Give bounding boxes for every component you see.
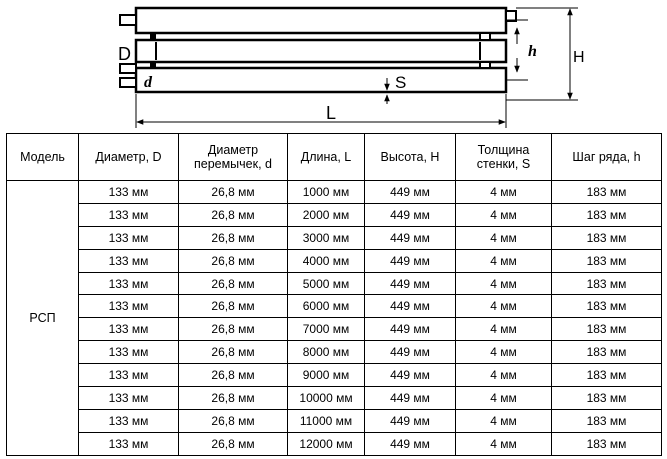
cell-jumper-diameter: 26,8 мм <box>179 364 288 387</box>
jumper-left-upper <box>150 33 156 40</box>
cell-jumper-diameter: 26,8 мм <box>179 272 288 295</box>
cell-diameter: 133 мм <box>79 409 179 432</box>
top-pipe <box>136 8 506 33</box>
nozzle-bottom-left <box>120 78 136 87</box>
cell-jumper-diameter: 26,8 мм <box>179 181 288 204</box>
cell-wall-thickness: 4 мм <box>456 249 552 272</box>
header-height: Высота, H <box>365 134 456 181</box>
cell-wall-thickness: 4 мм <box>456 318 552 341</box>
cell-length: 12000 мм <box>288 432 365 455</box>
jumper-right-lower <box>480 62 490 68</box>
cell-jumper-diameter: 26,8 мм <box>179 432 288 455</box>
cell-wall-thickness: 4 мм <box>456 272 552 295</box>
cell-diameter: 133 мм <box>79 387 179 410</box>
cell-wall-thickness: 4 мм <box>456 203 552 226</box>
cell-diameter: 133 мм <box>79 318 179 341</box>
middle-pipe <box>136 40 506 62</box>
nozzle-top-left <box>120 15 136 25</box>
label-D: D <box>118 44 131 64</box>
cell-row-pitch: 183 мм <box>552 318 662 341</box>
cell-jumper-diameter: 26,8 мм <box>179 249 288 272</box>
cell-length: 4000 мм <box>288 249 365 272</box>
bottom-pipe <box>136 68 506 92</box>
cell-height: 449 мм <box>365 203 456 226</box>
cell-jumper-diameter: 26,8 мм <box>179 318 288 341</box>
header-model: Модель <box>7 134 79 181</box>
header-length: Длина, L <box>288 134 365 181</box>
cell-height: 449 мм <box>365 295 456 318</box>
table-row <box>7 181 662 204</box>
cell-row-pitch: 183 мм <box>552 341 662 364</box>
cell-height: 449 мм <box>365 387 456 410</box>
table-row <box>7 341 662 364</box>
jumper-right-upper <box>480 33 490 40</box>
cell-height: 449 мм <box>365 318 456 341</box>
cell-row-pitch: 183 мм <box>552 432 662 455</box>
cell-wall-thickness: 4 мм <box>456 387 552 410</box>
cell-row-pitch: 183 мм <box>552 226 662 249</box>
cell-wall-thickness: 4 мм <box>456 181 552 204</box>
cell-jumper-diameter: 26,8 мм <box>179 387 288 410</box>
cell-length: 8000 мм <box>288 341 365 364</box>
cell-diameter: 133 мм <box>79 181 179 204</box>
table-row <box>7 249 662 272</box>
cell-length: 9000 мм <box>288 364 365 387</box>
cell-length: 1000 мм <box>288 181 365 204</box>
cell-row-pitch: 183 мм <box>552 295 662 318</box>
table-row <box>7 203 662 226</box>
cell-height: 449 мм <box>365 409 456 432</box>
cell-length: 3000 мм <box>288 226 365 249</box>
cell-length: 7000 мм <box>288 318 365 341</box>
table-row <box>7 432 662 455</box>
cell-diameter: 133 мм <box>79 203 179 226</box>
cell-wall-thickness: 4 мм <box>456 226 552 249</box>
specs-table <box>6 133 662 456</box>
cell-height: 449 мм <box>365 341 456 364</box>
cell-jumper-diameter: 26,8 мм <box>179 203 288 226</box>
table-row <box>7 318 662 341</box>
cell-diameter: 133 мм <box>79 341 179 364</box>
cell-diameter: 133 мм <box>79 272 179 295</box>
radiator-diagram <box>0 0 667 130</box>
cell-row-pitch: 183 мм <box>552 203 662 226</box>
table-row <box>7 295 662 318</box>
nozzle-mid-left <box>120 64 136 73</box>
table-row <box>7 226 662 249</box>
cell-wall-thickness: 4 мм <box>456 295 552 318</box>
cell-height: 449 мм <box>365 249 456 272</box>
cell-row-pitch: 183 мм <box>552 272 662 295</box>
cell-height: 449 мм <box>365 364 456 387</box>
header-wall-thickness: Толщина стенки, S <box>456 134 552 181</box>
cell-model: РСП <box>7 181 79 456</box>
cell-row-pitch: 183 мм <box>552 181 662 204</box>
cell-jumper-diameter: 26,8 мм <box>179 341 288 364</box>
cell-row-pitch: 183 мм <box>552 249 662 272</box>
cell-jumper-diameter: 26,8 мм <box>179 295 288 318</box>
cell-length: 11000 мм <box>288 409 365 432</box>
cell-height: 449 мм <box>365 272 456 295</box>
label-h: h <box>528 43 537 60</box>
label-L: L <box>326 103 337 123</box>
cell-length: 5000 мм <box>288 272 365 295</box>
cell-length: 2000 мм <box>288 203 365 226</box>
cell-length: 10000 мм <box>288 387 365 410</box>
cell-diameter: 133 мм <box>79 364 179 387</box>
cell-diameter: 133 мм <box>79 249 179 272</box>
table-row <box>7 409 662 432</box>
cell-jumper-diameter: 26,8 мм <box>179 226 288 249</box>
jumper-left-lower <box>150 62 156 68</box>
header-row-pitch: Шаг ряда, h <box>552 134 662 181</box>
cell-diameter: 133 мм <box>79 226 179 249</box>
cell-height: 449 мм <box>365 181 456 204</box>
cell-row-pitch: 183 мм <box>552 364 662 387</box>
table-row <box>7 272 662 295</box>
cell-length: 6000 мм <box>288 295 365 318</box>
cell-wall-thickness: 4 мм <box>456 341 552 364</box>
cell-wall-thickness: 4 мм <box>456 409 552 432</box>
cell-wall-thickness: 4 мм <box>456 364 552 387</box>
label-H: H <box>573 49 585 66</box>
cell-diameter: 133 мм <box>79 295 179 318</box>
label-S: S <box>395 73 407 92</box>
header-diameter: Диаметр, D <box>79 134 179 181</box>
cell-jumper-diameter: 26,8 мм <box>179 409 288 432</box>
cell-height: 449 мм <box>365 226 456 249</box>
cell-wall-thickness: 4 мм <box>456 432 552 455</box>
table-row <box>7 364 662 387</box>
cell-height: 449 мм <box>365 432 456 455</box>
table-header-row <box>7 134 662 181</box>
label-d: d <box>144 74 152 91</box>
cell-row-pitch: 183 мм <box>552 409 662 432</box>
cell-diameter: 133 мм <box>79 432 179 455</box>
table-row <box>7 387 662 410</box>
header-jumper-diameter: Диаметр перемычек, d <box>179 134 288 181</box>
cell-row-pitch: 183 мм <box>552 387 662 410</box>
